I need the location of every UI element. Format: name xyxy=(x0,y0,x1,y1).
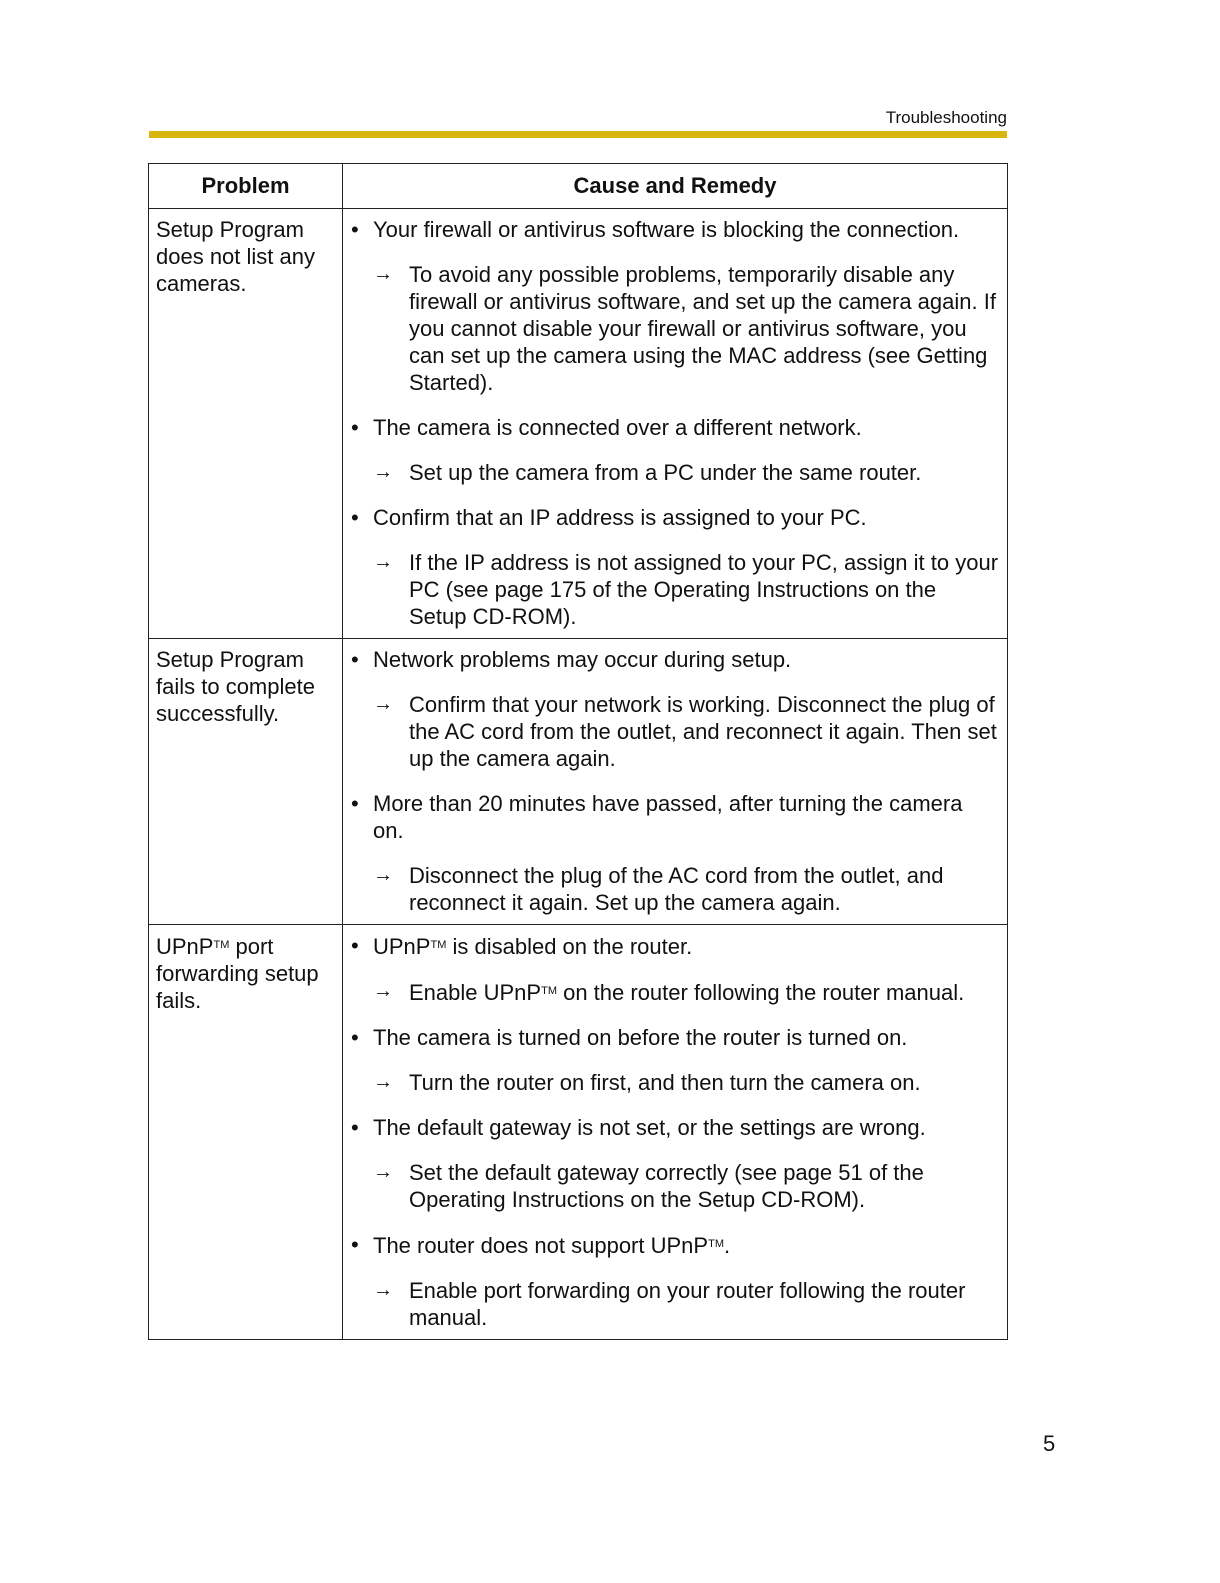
cause-item xyxy=(351,1114,999,1141)
remedy-text: Turn the router on first, and then turn the camera on. xyxy=(409,1070,921,1095)
cause-text: The camera is connected over a different network. xyxy=(373,415,862,440)
table-row xyxy=(149,209,1008,639)
arrow-right-icon: → xyxy=(373,1071,393,1093)
cause-item xyxy=(351,646,999,673)
problem-cell: Setup Program does not list any cameras. xyxy=(149,209,343,639)
cause-text: More than 20 minutes have passed, after turning the camera on. xyxy=(373,791,963,843)
trademark-mark: TM xyxy=(541,985,557,997)
arrow-right-icon: → xyxy=(373,461,393,483)
remedy-item xyxy=(351,1159,999,1213)
remedy-text: Enable UPnP xyxy=(409,980,542,1005)
arrow-right-icon: → xyxy=(373,1279,393,1301)
cause-text: Your firewall or antivirus software is blocking the connection. xyxy=(373,217,960,242)
remedy-cell xyxy=(343,639,1008,925)
cause-item xyxy=(351,1024,999,1051)
remedy-text: Set the default gateway correctly (see page 51 of the Operating Instructions on the Setup CD-ROM). xyxy=(409,1160,924,1212)
bullet-icon: • xyxy=(351,1025,359,1050)
remedy-text: Confirm that your network is working. Disconnect the plug of the AC cord from the outlet, and reconnect it again. Then set up the camera again. xyxy=(409,692,997,771)
cause-text: The router does not support UPnP xyxy=(373,1233,709,1258)
bullet-icon: • xyxy=(351,647,359,672)
arrow-right-icon: → xyxy=(373,1161,393,1183)
remedy-cell xyxy=(343,925,1008,1340)
remedy-item xyxy=(351,549,999,630)
troubleshooting-table xyxy=(148,163,1008,1340)
problem-cell xyxy=(149,925,343,1340)
remedy-item xyxy=(351,459,999,486)
bullet-icon: • xyxy=(351,933,359,958)
table-header-row xyxy=(149,164,1008,209)
table-row xyxy=(149,639,1008,925)
problem-cell: Setup Program fails to complete successfully. xyxy=(149,639,343,925)
page-number: 5 xyxy=(1043,1431,1056,1456)
remedy-cell xyxy=(343,209,1008,639)
arrow-right-icon: → xyxy=(373,693,393,715)
trademark-mark: TM xyxy=(708,1238,724,1250)
cause-text: . xyxy=(723,1233,731,1258)
cause-item xyxy=(351,790,999,844)
cause-text: Confirm that an IP address is assigned to your PC. xyxy=(373,505,867,530)
bullet-icon: • xyxy=(351,415,359,440)
trademark-mark: TM xyxy=(430,939,447,951)
cause-text: The default gateway is not set, or the settings are wrong. xyxy=(373,1115,926,1140)
remedy-item xyxy=(351,691,999,772)
cause-item xyxy=(351,932,999,960)
section-title: Troubleshooting xyxy=(885,108,1007,127)
header-rule xyxy=(149,131,1007,138)
cause-item xyxy=(351,414,999,441)
remedy-text: If the IP address is not assigned to your PC, assign it to your PC (see page 175 of the Operating Instructions on the Setup CD-ROM). xyxy=(409,550,999,629)
cause-text: UPnP xyxy=(373,934,431,959)
arrow-right-icon: → xyxy=(373,864,393,886)
problem-text: port forwarding setup fails. xyxy=(156,934,319,1013)
remedy-text: on the router following the router manual. xyxy=(556,980,965,1005)
trademark-mark: TM xyxy=(213,939,230,951)
arrow-right-icon: → xyxy=(373,551,393,573)
remedy-text: To avoid any possible problems, temporarily disable any firewall or antivirus software, and set up the camera again. If you cannot disable your firewall or antivirus software, you can set up the camera using the MAC address (see Getting Started). xyxy=(409,262,996,395)
cause-text: is disabled on the router. xyxy=(446,934,693,959)
remedy-item xyxy=(351,978,999,1006)
cause-text: The camera is turned on before the router is turned on. xyxy=(373,1025,908,1050)
arrow-right-icon: → xyxy=(373,263,393,285)
table-row xyxy=(149,925,1008,1340)
bullet-icon: • xyxy=(351,1232,359,1257)
cause-item xyxy=(351,216,999,243)
bullet-icon: • xyxy=(351,791,359,816)
bullet-icon: • xyxy=(351,505,359,530)
arrow-right-icon: → xyxy=(373,980,393,1002)
problem-text: UPnP xyxy=(156,934,214,959)
remedy-item xyxy=(351,261,999,396)
remedy-item xyxy=(351,1069,999,1096)
remedy-item xyxy=(351,862,999,916)
remedy-text: Disconnect the plug of the AC cord from the outlet, and reconnect it again. Set up the camera again. xyxy=(409,863,944,915)
bullet-icon: • xyxy=(351,1115,359,1140)
cause-text: Network problems may occur during setup. xyxy=(373,647,792,672)
bullet-icon: • xyxy=(351,217,359,242)
remedy-text: Set up the camera from a PC under the same router. xyxy=(409,460,922,485)
cause-item xyxy=(351,504,999,531)
remedy-item xyxy=(351,1277,999,1331)
column-header-problem: Problem xyxy=(149,164,343,209)
cause-item xyxy=(351,1231,999,1259)
column-header-cause-remedy: Cause and Remedy xyxy=(343,164,1008,209)
remedy-text: Enable port forwarding on your router following the router manual. xyxy=(409,1278,966,1330)
